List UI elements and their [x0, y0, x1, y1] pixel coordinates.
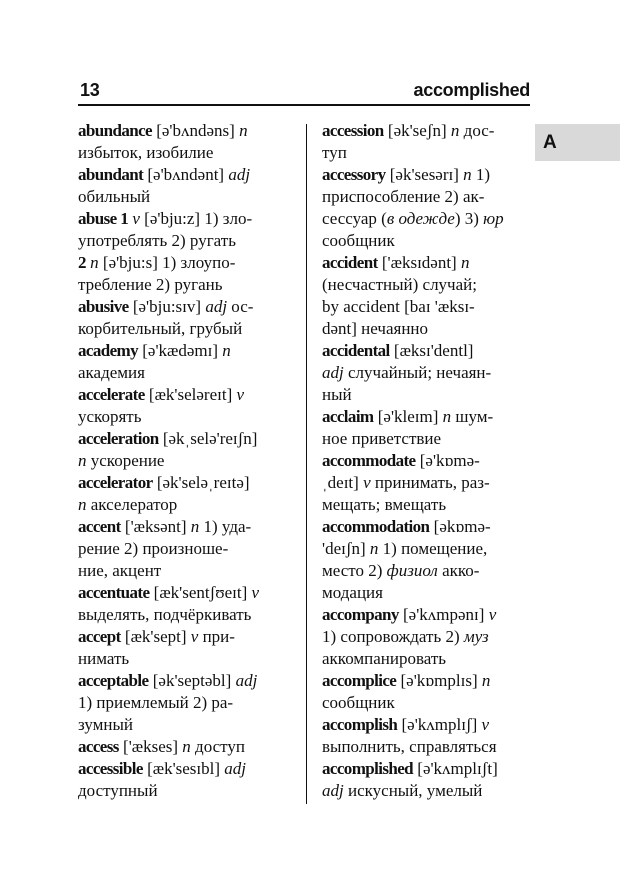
- definition-text: приспособление 2) ак-: [322, 187, 485, 206]
- entry-line: [322, 340, 530, 362]
- running-head: accomplished: [413, 80, 530, 100]
- headword: abundant: [78, 165, 144, 184]
- grammar-label: муз: [463, 627, 489, 646]
- headword: accommodate: [322, 451, 416, 470]
- grammar-label: n: [190, 517, 200, 536]
- entry-line: [78, 494, 288, 516]
- definition-text: ['æksənt]: [120, 517, 191, 536]
- definition-text: ускорение: [86, 451, 165, 470]
- definition-text: ) 3): [454, 209, 484, 228]
- entry-line: [322, 560, 530, 582]
- grammar-label: n: [78, 451, 87, 470]
- entry-line: [78, 736, 288, 758]
- grammar-label: v: [488, 605, 497, 624]
- grammar-label: в одежде: [386, 209, 455, 228]
- column-divider: [306, 124, 307, 804]
- entry-line: [78, 560, 288, 582]
- grammar-label: n: [450, 121, 460, 140]
- entry-line: [78, 318, 288, 340]
- entry-line: [322, 384, 530, 406]
- definition-text: [ə'kleɪm]: [373, 407, 443, 426]
- definition-text: [æk'sesɪbl]: [142, 759, 225, 778]
- entry-line: [78, 186, 288, 208]
- definition-text: [ə'kɒmplɪs]: [396, 671, 482, 690]
- entry-line: [322, 516, 530, 538]
- headword: 2: [78, 253, 86, 272]
- definition-text: ускорять: [78, 407, 142, 426]
- entry-line: [322, 142, 530, 164]
- entry-line: [322, 450, 530, 472]
- definition-text: корбительный, грубый: [78, 319, 243, 338]
- entry-line: [322, 362, 530, 384]
- definition-text: искусный, умелый: [343, 781, 483, 800]
- definition-text: требление 2) ругань: [78, 275, 223, 294]
- entry-line: [322, 428, 530, 450]
- definition-text: академия: [78, 363, 145, 382]
- grammar-label: физиол: [386, 561, 438, 580]
- definition-text: акселератор: [86, 495, 178, 514]
- grammar-label: adj: [228, 165, 251, 184]
- entry-line: [78, 692, 288, 714]
- definition-text: принимать, раз-: [370, 473, 490, 492]
- entry-line: [322, 780, 530, 802]
- headword: accident: [322, 253, 378, 272]
- left-column: [78, 120, 288, 802]
- entry-line: [322, 318, 530, 340]
- definition-text: [ə'bʌndəns]: [151, 121, 240, 140]
- entry-line: [78, 538, 288, 560]
- definition-text: при-: [198, 627, 235, 646]
- definition-text: [əkɒmə-: [429, 517, 491, 536]
- headword: accept: [78, 627, 121, 646]
- definition-text: доступный: [78, 781, 158, 800]
- headword: accidental: [322, 341, 390, 360]
- definition-text: сообщник: [322, 693, 395, 712]
- grammar-label: adj: [205, 297, 228, 316]
- headword: abundance: [78, 121, 152, 140]
- definition-text: [ə'kɒmə-: [415, 451, 480, 470]
- grammar-label: adj: [224, 759, 247, 778]
- definition-text: [æk'sept]: [120, 627, 191, 646]
- grammar-label: v: [132, 209, 140, 228]
- definition-text: 'deɪʃn]: [322, 539, 370, 558]
- entry-line: [78, 362, 288, 384]
- definition-text: [ə'bʌndənt]: [143, 165, 229, 184]
- entry-line: [78, 670, 288, 692]
- definition-text: [ək'seʃn]: [383, 121, 451, 140]
- entry-line: [322, 758, 530, 780]
- definition-text: ['æksɪdənt]: [377, 253, 461, 272]
- definition-text: 1) помещение,: [378, 539, 488, 558]
- entry-line: [78, 230, 288, 252]
- grammar-label: n: [369, 539, 379, 558]
- headword: accession: [322, 121, 384, 140]
- entry-line: [78, 164, 288, 186]
- grammar-label: n: [442, 407, 452, 426]
- definition-text: сессуар (: [322, 209, 387, 228]
- definition-text: туп: [322, 143, 347, 162]
- grammar-label: n: [182, 737, 191, 756]
- entry-line: [322, 736, 530, 758]
- grammar-label: n: [90, 253, 99, 272]
- definition-text: [ək'sesərɪ]: [385, 165, 464, 184]
- definition-text: [æksɪ'dentl]: [389, 341, 474, 360]
- entry-line: [78, 406, 288, 428]
- page-number: 13: [80, 80, 100, 100]
- definition-text: dənt] нечаянно: [322, 319, 429, 338]
- headword: accessible: [78, 759, 143, 778]
- headword: academy: [78, 341, 139, 360]
- grammar-label: v: [481, 715, 490, 734]
- entry-line: [78, 714, 288, 736]
- grammar-label: юр: [483, 209, 504, 228]
- entry-line: [322, 274, 530, 296]
- entry-line: [78, 120, 288, 142]
- entry-line: [322, 406, 530, 428]
- definition-text: употреблять 2) ругать: [78, 231, 236, 250]
- entry-line: [322, 538, 530, 560]
- definition-text: 1) приемлемый 2) ра-: [78, 693, 234, 712]
- definition-text: обильный: [78, 187, 151, 206]
- definition-text: выполнить, справляться: [322, 737, 497, 756]
- definition-text: [əkˌselə'reɪʃn]: [158, 429, 258, 448]
- letter-tab: A: [535, 124, 620, 161]
- entry-line: [78, 384, 288, 406]
- entry-line: [78, 142, 288, 164]
- headword: accent: [78, 517, 121, 536]
- definition-text: шум-: [451, 407, 494, 426]
- definition-text: [ə'kædəmɪ]: [138, 341, 223, 360]
- headword: accelerator: [78, 473, 153, 492]
- grammar-label: v: [251, 583, 260, 602]
- definition-text: нимать: [78, 649, 130, 668]
- entry-line: [322, 230, 530, 252]
- entry-line: [322, 582, 530, 604]
- grammar-label: v: [236, 385, 245, 404]
- definition-text: доступ: [190, 737, 245, 756]
- headword: acceleration: [78, 429, 159, 448]
- headword: acceptable: [78, 671, 149, 690]
- definition-text: модация: [322, 583, 383, 602]
- right-column: [322, 120, 530, 802]
- definition-text: случайный; нечаян-: [343, 363, 492, 382]
- definition-text: ние, акцент: [78, 561, 162, 580]
- entry-line: [322, 494, 530, 516]
- entry-line: [78, 296, 288, 318]
- headword: acclaim: [322, 407, 374, 426]
- entry-line: [78, 626, 288, 648]
- entry-line: [322, 252, 530, 274]
- grammar-label: n: [222, 341, 231, 360]
- definition-text: [æk'seləreɪt]: [144, 385, 237, 404]
- headword: accessory: [322, 165, 386, 184]
- definition-text: зумный: [78, 715, 134, 734]
- definition-text: [ə'kʌmpənɪ]: [398, 605, 489, 624]
- definition-text: [ə'bju:s] 1) злоупо-: [98, 253, 236, 272]
- definition-text: рение 2) произноше-: [78, 539, 229, 558]
- entry-line: [322, 604, 530, 626]
- grammar-label: v: [363, 473, 371, 492]
- grammar-label: n: [460, 253, 470, 272]
- grammar-label: v: [190, 627, 199, 646]
- grammar-label: adj: [235, 671, 258, 690]
- entry-line: [78, 648, 288, 670]
- entry-line: [78, 252, 288, 274]
- headword: accelerate: [78, 385, 145, 404]
- headword: accomplished: [322, 759, 414, 778]
- grammar-label: n: [78, 495, 87, 514]
- header-rule: [78, 104, 530, 106]
- definition-text: избыток, изобилие: [78, 143, 214, 162]
- definition-text: 1) уда-: [199, 517, 252, 536]
- entry-line: [322, 714, 530, 736]
- entry-line: [78, 582, 288, 604]
- grammar-label: n: [239, 121, 248, 140]
- entry-line: [78, 472, 288, 494]
- definition-text: [ək'seləˌreɪtə]: [152, 473, 250, 492]
- entry-line: [322, 120, 530, 142]
- entry-line: [78, 428, 288, 450]
- definition-text: [ə'kʌmplɪʃ]: [397, 715, 482, 734]
- entry-line: [322, 472, 530, 494]
- entry-line: [78, 274, 288, 296]
- entry-line: [78, 516, 288, 538]
- definition-text: 1) сопровождать 2): [322, 627, 464, 646]
- definition-text: ный: [322, 385, 352, 404]
- headword: accentuate: [78, 583, 150, 602]
- entry-line: [78, 758, 288, 780]
- definition-text: ˌdeɪt]: [322, 473, 364, 492]
- entry-line: [78, 340, 288, 362]
- definition-text: by accident [baɪ 'æksɪ-: [322, 297, 475, 316]
- definition-text: [ək'septəbl]: [148, 671, 236, 690]
- definition-text: мещать; вмещать: [322, 495, 447, 514]
- definition-text: ное приветствие: [322, 429, 442, 448]
- entry-line: [322, 648, 530, 670]
- headword: accomplice: [322, 671, 397, 690]
- definition-text: сообщник: [322, 231, 395, 250]
- definition-text: (несчастный) случай;: [322, 275, 477, 294]
- definition-text: ['ækses]: [118, 737, 183, 756]
- definition-text: ос-: [227, 297, 254, 316]
- entry-line: [78, 604, 288, 626]
- definition-text: акко-: [437, 561, 480, 580]
- definition-text: дос-: [459, 121, 495, 140]
- headword: abuse 1: [78, 209, 129, 228]
- entry-line: [322, 296, 530, 318]
- headword: accommodation: [322, 517, 430, 536]
- grammar-label: adj: [322, 781, 344, 800]
- entry-line: [322, 626, 530, 648]
- grammar-label: adj: [322, 363, 344, 382]
- entry-line: [78, 208, 288, 230]
- entry-line: [78, 780, 288, 802]
- headword: abusive: [78, 297, 129, 316]
- definition-text: [ə'kʌmplɪʃt]: [413, 759, 498, 778]
- entry-line: [322, 670, 530, 692]
- grammar-label: n: [481, 671, 491, 690]
- headword: accompany: [322, 605, 399, 624]
- headword: access: [78, 737, 119, 756]
- definition-text: 1): [471, 165, 491, 184]
- headword: accomplish: [322, 715, 398, 734]
- definition-text: выделять, подчёркивать: [78, 605, 252, 624]
- entry-line: [78, 450, 288, 472]
- grammar-label: n: [463, 165, 472, 184]
- entry-line: [322, 186, 530, 208]
- definition-text: [ə'bju:sɪv]: [128, 297, 206, 316]
- definition-text: [æk'sentʃʊeɪt]: [149, 583, 252, 602]
- entry-line: [322, 208, 530, 230]
- definition-text: аккомпанировать: [322, 649, 447, 668]
- definition-text: место 2): [322, 561, 387, 580]
- entry-line: [322, 164, 530, 186]
- definition-text: [ə'bju:z] 1) зло-: [139, 209, 253, 228]
- entry-line: [322, 692, 530, 714]
